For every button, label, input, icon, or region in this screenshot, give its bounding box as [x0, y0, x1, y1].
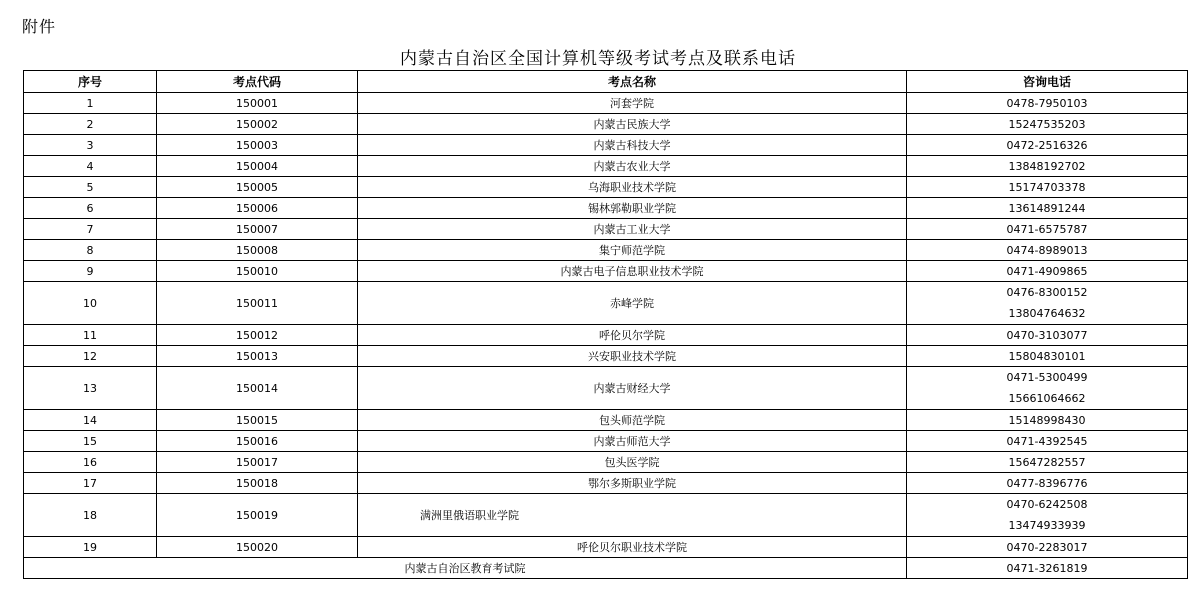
table-row: [24, 431, 1188, 452]
table-row: [24, 452, 1188, 473]
cell-phone: [907, 367, 1188, 410]
phone-line: 0470-6242508: [1006, 498, 1088, 511]
attachment-label: 附件: [22, 17, 57, 36]
table-row: [24, 367, 1188, 410]
table-body: [24, 93, 1188, 558]
cell-name: 内蒙古电子信息职业技术学院: [358, 261, 907, 282]
cell-phone: 13614891244: [907, 198, 1188, 219]
cell-phone: 0472-2516326: [907, 135, 1188, 156]
cell-name: 呼伦贝尔学院: [358, 325, 907, 346]
cell-name: 集宁师范学院: [358, 240, 907, 261]
cell-seq: 15: [24, 431, 157, 452]
cell-code: 150003: [157, 135, 358, 156]
cell-phone: 15174703378: [907, 177, 1188, 198]
cell-name: 包头师范学院: [358, 410, 907, 431]
cell-name: 乌海职业技术学院: [358, 177, 907, 198]
cell-phone: 0471-4392545: [907, 431, 1188, 452]
cell-phone: [907, 282, 1188, 325]
cell-name: 内蒙古财经大学: [358, 367, 907, 410]
table-row: [24, 114, 1188, 135]
table-header-row: [24, 71, 1188, 93]
cell-name: 内蒙古民族大学: [358, 114, 907, 135]
cell-seq: 18: [24, 494, 157, 537]
cell-seq: 5: [24, 177, 157, 198]
exam-sites-table: [23, 70, 1188, 579]
cell-seq: 11: [24, 325, 157, 346]
table-row: [24, 282, 1188, 325]
cell-phone: 0477-8396776: [907, 473, 1188, 494]
table-row: [24, 198, 1188, 219]
phone-line: 13474933939: [1008, 519, 1086, 532]
cell-code: 150011: [157, 282, 358, 325]
page-title: 内蒙古自治区全国计算机等级考试考点及联系电话: [400, 49, 796, 69]
phone-line: 0476-8300152: [1006, 286, 1088, 299]
cell-code: 150002: [157, 114, 358, 135]
cell-code: 150015: [157, 410, 358, 431]
table-row: [24, 537, 1188, 558]
cell-phone: [907, 494, 1188, 537]
cell-code: 150005: [157, 177, 358, 198]
cell-phone: 0470-2283017: [907, 537, 1188, 558]
table-row: [24, 410, 1188, 431]
cell-code: 150016: [157, 431, 358, 452]
footer-phone: 0471-3261819: [907, 558, 1188, 579]
cell-name: 满洲里俄语职业学院: [358, 494, 907, 537]
cell-name: 包头医学院: [358, 452, 907, 473]
cell-seq: 9: [24, 261, 157, 282]
cell-name: 河套学院: [358, 93, 907, 114]
cell-code: 150017: [157, 452, 358, 473]
cell-name: 呼伦贝尔职业技术学院: [358, 537, 907, 558]
cell-phone: 15647282557: [907, 452, 1188, 473]
cell-name: 赤峰学院: [358, 282, 907, 325]
cell-code: 150020: [157, 537, 358, 558]
cell-seq: 19: [24, 537, 157, 558]
cell-phone: 0471-4909865: [907, 261, 1188, 282]
cell-name: 锡林郭勒职业学院: [358, 198, 907, 219]
table-row: [24, 156, 1188, 177]
cell-code: 150001: [157, 93, 358, 114]
cell-code: 150019: [157, 494, 358, 537]
cell-seq: 7: [24, 219, 157, 240]
table-row: [24, 135, 1188, 156]
table-row: [24, 261, 1188, 282]
cell-seq: 12: [24, 346, 157, 367]
phone-line: 15661064662: [1008, 392, 1086, 405]
phone-line: 13804764632: [1008, 307, 1086, 320]
cell-code: 150013: [157, 346, 358, 367]
cell-seq: 3: [24, 135, 157, 156]
table-row: [24, 473, 1188, 494]
cell-seq: 6: [24, 198, 157, 219]
cell-seq: 1: [24, 93, 157, 114]
cell-code: 150008: [157, 240, 358, 261]
cell-code: 150010: [157, 261, 358, 282]
cell-seq: 8: [24, 240, 157, 261]
cell-phone: 15804830101: [907, 346, 1188, 367]
cell-seq: 16: [24, 452, 157, 473]
footer-org-name: 内蒙古自治区教育考试院: [24, 558, 907, 579]
cell-phone: 0474-8989013: [907, 240, 1188, 261]
cell-phone: 0470-3103077: [907, 325, 1188, 346]
header-seq: 序号: [24, 71, 157, 93]
table-row: [24, 240, 1188, 261]
header-code: 考点代码: [157, 71, 358, 93]
table-row: [24, 219, 1188, 240]
cell-name: 内蒙古师范大学: [358, 431, 907, 452]
cell-code: 150012: [157, 325, 358, 346]
cell-name: 鄂尔多斯职业学院: [358, 473, 907, 494]
cell-seq: 2: [24, 114, 157, 135]
table-footer-row: [24, 558, 1188, 579]
cell-phone: 13848192702: [907, 156, 1188, 177]
cell-seq: 10: [24, 282, 157, 325]
cell-seq: 14: [24, 410, 157, 431]
cell-seq: 4: [24, 156, 157, 177]
table-row: [24, 93, 1188, 114]
cell-phone: 0471-6575787: [907, 219, 1188, 240]
cell-phone: 15247535203: [907, 114, 1188, 135]
header-name: 考点名称: [358, 71, 907, 93]
table-row: [24, 325, 1188, 346]
cell-code: 150014: [157, 367, 358, 410]
cell-seq: 13: [24, 367, 157, 410]
phone-line: 0471-5300499: [1006, 371, 1088, 384]
table-row: [24, 177, 1188, 198]
cell-name: 内蒙古工业大学: [358, 219, 907, 240]
cell-code: 150006: [157, 198, 358, 219]
header-phone: 咨询电话: [907, 71, 1188, 93]
table-row: [24, 494, 1188, 537]
cell-code: 150018: [157, 473, 358, 494]
table-row: [24, 346, 1188, 367]
cell-code: 150004: [157, 156, 358, 177]
cell-phone: 15148998430: [907, 410, 1188, 431]
cell-code: 150007: [157, 219, 358, 240]
cell-name: 内蒙古农业大学: [358, 156, 907, 177]
cell-seq: 17: [24, 473, 157, 494]
cell-name: 内蒙古科技大学: [358, 135, 907, 156]
cell-name: 兴安职业技术学院: [358, 346, 907, 367]
cell-phone: 0478-7950103: [907, 93, 1188, 114]
